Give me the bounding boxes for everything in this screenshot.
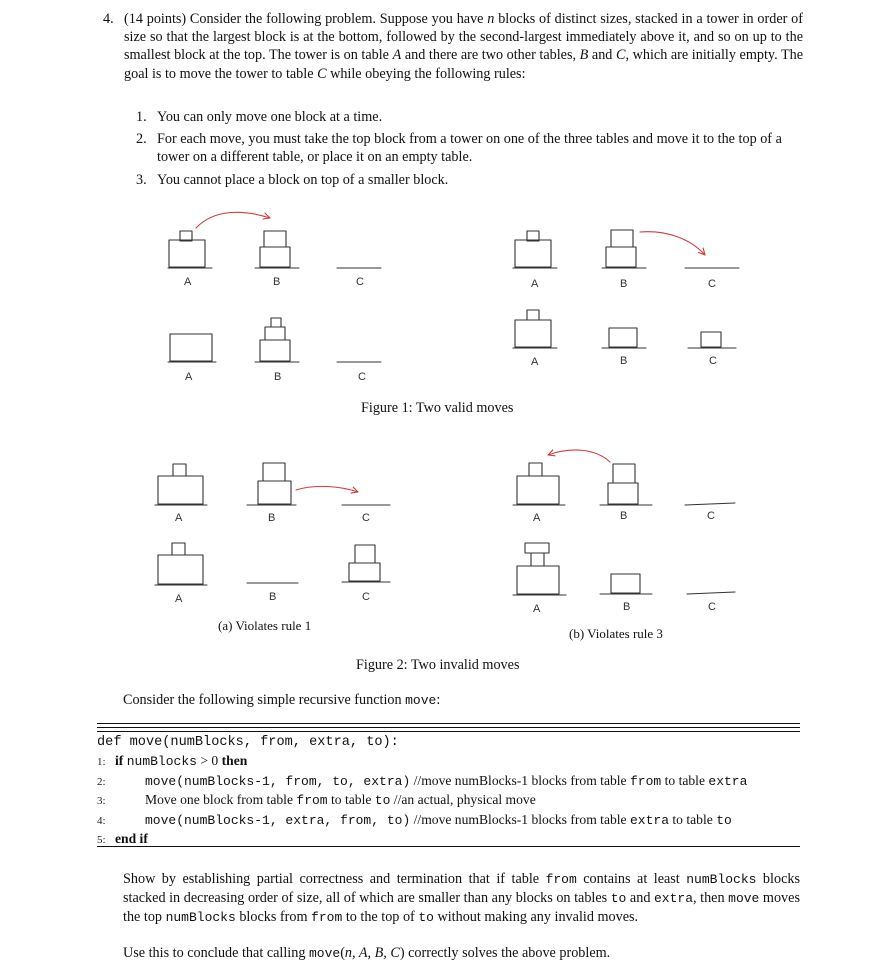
- svg-text:C: C: [708, 278, 716, 290]
- svg-text:C: C: [356, 276, 364, 288]
- fig1-left-bottom: [168, 318, 381, 362]
- svg-text:B: B: [623, 601, 631, 613]
- show-paragraph: Show by establishing partial correctness and termination that if table from contains at least numBlocks blocks stacked in decreasing order of size, all of which are smaller than any blocks on tables to and extra, then move moves the top numBlocks blocks from from to the top of to without making any invalid moves.: [123, 871, 800, 926]
- fig1-right-top: [513, 230, 739, 268]
- svg-text:A: A: [531, 278, 539, 290]
- algo-top-rule-2: [97, 727, 800, 728]
- svg-text:C: C: [362, 591, 370, 603]
- rule-item: 1. You can only move one block at a time.: [136, 109, 383, 125]
- algorithm-block: [97, 734, 807, 849]
- svg-text:B: B: [620, 510, 628, 522]
- svg-text:B: B: [274, 371, 282, 383]
- algo-line-2: 2: move(numBlocks-1, from, to, extra) //move numBlocks-1 blocks from table from to table extra: [97, 772, 748, 789]
- svg-text:A: A: [184, 276, 192, 288]
- algo-bottom-rule: [97, 846, 800, 847]
- fig1-right-bottom: [513, 310, 736, 348]
- svg-text:C: C: [708, 601, 716, 613]
- svg-text:A: A: [533, 512, 541, 524]
- algo-line-4: 4: move(numBlocks-1, extra, from, to) //move numBlocks-1 blocks from table extra to table to: [97, 811, 732, 828]
- question-text: (14 points) Consider the following problem. Suppose you have n blocks of distinct sizes, stacked in a tower in order of size so that the largest block is at the bottom, followed by the second-largest immediately above it, and so on up to the smallest block at the top. The tower is on table A and there are two other tables, B and C, which are initially empty. The goal is to move the tower to table C while obeying the following rules:: [124, 11, 804, 82]
- svg-text:A: A: [175, 593, 183, 605]
- svg-text:B: B: [620, 355, 628, 367]
- algo-signature: def move(numBlocks, from, extra, to):: [97, 735, 399, 750]
- svg-text:C: C: [709, 355, 717, 367]
- svg-text:C: C: [707, 510, 715, 522]
- svg-text:A: A: [185, 371, 193, 383]
- svg-text:B: B: [620, 278, 628, 290]
- rule-item: 3. You cannot place a block on top of a smaller block.: [136, 171, 449, 188]
- svg-text:C: C: [362, 512, 370, 524]
- table-labels: [175, 276, 717, 615]
- svg-text:A: A: [531, 356, 539, 368]
- algo-top-rule: [97, 723, 800, 724]
- figure-2b-caption: (b) Violates rule 3: [569, 626, 663, 641]
- svg-text:C: C: [358, 371, 366, 383]
- algo-header-rule: [97, 731, 800, 732]
- conclusion-paragraph: Use this to conclude that calling move(n, A, B, C) correctly solves the above problem.: [123, 945, 611, 961]
- fig2b-bottom: [513, 543, 735, 595]
- algo-line-1: 1: if numBlocks > 0 then: [97, 753, 248, 770]
- svg-text:A: A: [175, 512, 183, 524]
- fig2a-top: [155, 463, 390, 505]
- fig1-left-top: [168, 212, 381, 268]
- algo-line-5: 5: end if: [97, 831, 148, 847]
- rule-item: 2. For each move, you must take the top block from a tower on one of the three tables and move it to the top of a tower on a different table, or place it on an empty table.: [136, 131, 782, 166]
- algo-line-3: 3: Move one block from table from to table to //an actual, physical move: [97, 792, 536, 809]
- svg-text:B: B: [273, 276, 281, 288]
- figure-2-caption: Figure 2: Two invalid moves: [356, 657, 520, 673]
- figure-2a-caption: (a) Violates rule 1: [218, 618, 312, 633]
- figure-1-caption: Figure 1: Two valid moves: [361, 400, 514, 416]
- svg-text:B: B: [269, 591, 277, 603]
- svg-text:A: A: [533, 603, 541, 615]
- question-number: 4.: [103, 11, 114, 27]
- fig2b-top: [513, 450, 735, 505]
- function-intro: Consider the following simple recursive function move:: [123, 692, 441, 708]
- svg-text:B: B: [268, 512, 276, 524]
- fig2a-bottom: [155, 543, 390, 585]
